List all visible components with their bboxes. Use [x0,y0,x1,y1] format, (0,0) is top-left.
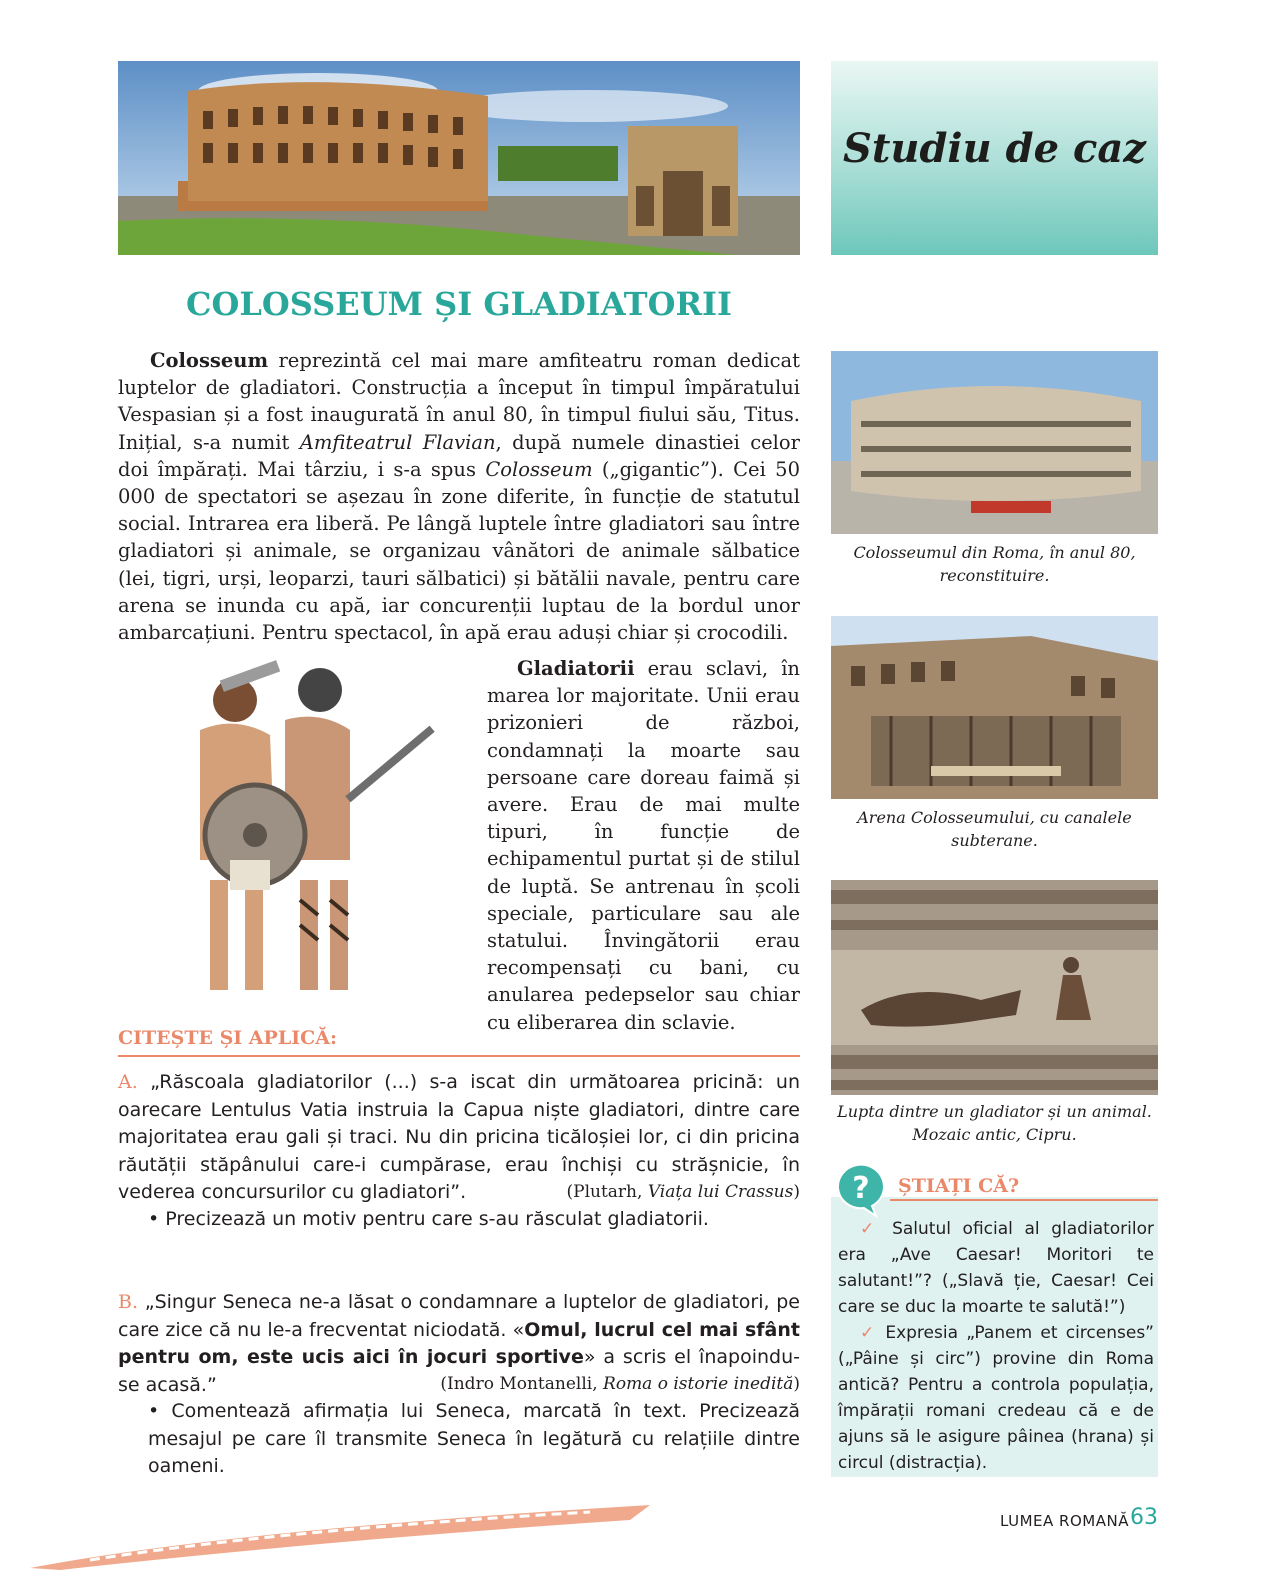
decorative-ornament [30,1500,650,1570]
quote-text: „Răscoala gladiatorilor (...) s-a iscat din următoarea pricină: un oarecare Lentulus Vatia instruia la Capua niște gladiatori, dintre care majoritatea erau gali și traci. Nu din pricina ticăloșiei lor, ci din pricina răutății stăpânului care-i cumpărase, erau închiși cu strășnicie, în vederea concursurilor cu gladiatori”. [118,1071,800,1203]
divider [890,1199,1158,1201]
gladiators-paragraph [487,655,800,1036]
caption-reconstruction: Colosseumul din Roma, în anul 80, reconstituire. [853,543,1136,585]
did-you-know-heading: ȘTIAȚI CĂ? [898,1175,1020,1197]
exercise-letter: B. [118,1291,139,1313]
caption-mosaic: Lupta dintre un gladiator și un animal. Mozaic antic, Cipru. [837,1102,1152,1144]
exercise-a-task: • Precizează un motiv pentru care s-au răsculat gladiatorii. [148,1208,709,1230]
item-text: Salutul oficial al gladiatorilor era „Ave Caesar! Moritori te salutant!”? („Slavă ție, Caesar! Cei care se duc la moarte te salută!”) [838,1219,1155,1317]
did-you-know-item [838,1216,1154,1320]
text-span: , după numele dinastiei celor doi împărați. Mai târziu, i s-a spus [118,430,800,481]
text-span: („gigantic”). Cei 50 000 de spectatori se așezau în zone diferite, în funcție de statutul social. Intrarea era liberă. Pe lângă luptele între gladiatori sau între gladiatori și animale, se organizau vânători de animale sălbatice (lei, tigri, urși, leoparzi, tauri sălbatici) și bătălii navale, pentru care arena se inunda cu apă, iar concurenții luptau de la bordul unor ambarcațiuni. Pentru spectacol, în apă erau aduși chiar și crocodili. [118,457,800,645]
question-bubble-icon [832,1160,890,1218]
did-you-know-text [838,1216,1154,1476]
exercise-heading: CITEȘTE ȘI APLICĂ: [118,1027,337,1049]
banner-title: Studiu de caz [843,125,1146,172]
mosaic-photo [831,880,1158,1095]
colosseum-panorama-photo [118,61,800,255]
checkmark-icon: ✓ [860,1219,893,1239]
case-study-banner [831,61,1158,255]
colosseum-paragraph [118,347,800,646]
exercise-b-source [118,1374,800,1394]
source-end: ) [793,1374,800,1394]
checkmark-icon: ✓ [860,1323,886,1343]
source-author: (Indro Montanelli, [440,1374,604,1394]
gladiators-photo [160,660,460,1010]
footer-subject: LUMEA ROMANĂ [1000,1512,1129,1530]
did-you-know-item [838,1320,1154,1476]
source-title: Roma o istorie inedită [603,1374,794,1394]
text-span: reprezintă cel mai mare amfiteatru roman dedicat luptelor de gladiatori. Construcția a început în timpul împăratului Vespasian și a fost inaugurată în anul 80, în timpul fiului său, Titus. Inițial, s-a numit [118,349,800,454]
text-span: erau sclavi, în marea lor majoritate. Unii erau prizonieri de război, condamnați la moarte sau persoane care doreau faimă și avere. Erau de mai multe tipuri, în funcție de echipamentul purtat și de stilul de luptă. Se antrenau în școli speciale, particulare sau ale statului. Învingătorii erau recompensați cu bani, cu anularea pedepselor sau chiar cu eliberarea din sclavie. [487,657,800,1034]
exercise-a-source [118,1182,800,1202]
quote-bold: Omul, lucrul cel mai sfânt pentru om, este ucis aici în jocuri sportive [118,1318,800,1368]
italic-term: Amfiteatrul Flavian [299,430,496,454]
italic-term: Colosseum [485,457,593,481]
divider [118,1055,800,1057]
quote-text: „Singur Seneca ne-a lăsat o condamnare a luptelor de gladiatori, pe care zice că nu le-a frecventat niciodată. « [118,1291,800,1341]
colosseum-reconstruction-photo [831,351,1158,534]
term-colosseum: Colosseum [150,349,269,372]
page-number: 63 [1130,1505,1158,1530]
item-text: Expresia „Panem et circenses” („Pâine și circ”) provine din Roma antică? Pentru a controla populația, împărații romani credeau că e de ajuns să le asigure pâinea (hrana) și circul (distracția). [838,1323,1154,1473]
exercise-b-task: • Comentează afirmația lui Seneca, marcată în text. Precizează mesajul pe care îl transmite Seneca în legătură cu relațiile dintre oameni. [148,1400,800,1477]
caption-arena: Arena Colosseumului, cu canalele subterane. [857,808,1132,850]
quote-text: » a scris el înapoindu-se acasă.” [118,1346,800,1396]
source-author: (Plutarh, [566,1182,648,1202]
source-end: ) [793,1182,800,1202]
exercise-letter: A. [118,1071,138,1093]
page-title: COLOSSEUM ȘI GLADIATORII [186,285,732,323]
source-title: Viața lui Crassus [647,1182,794,1202]
svg-text:?: ? [852,1171,870,1206]
term-gladiatorii: Gladiatorii [517,657,635,680]
arena-photo [831,616,1158,799]
